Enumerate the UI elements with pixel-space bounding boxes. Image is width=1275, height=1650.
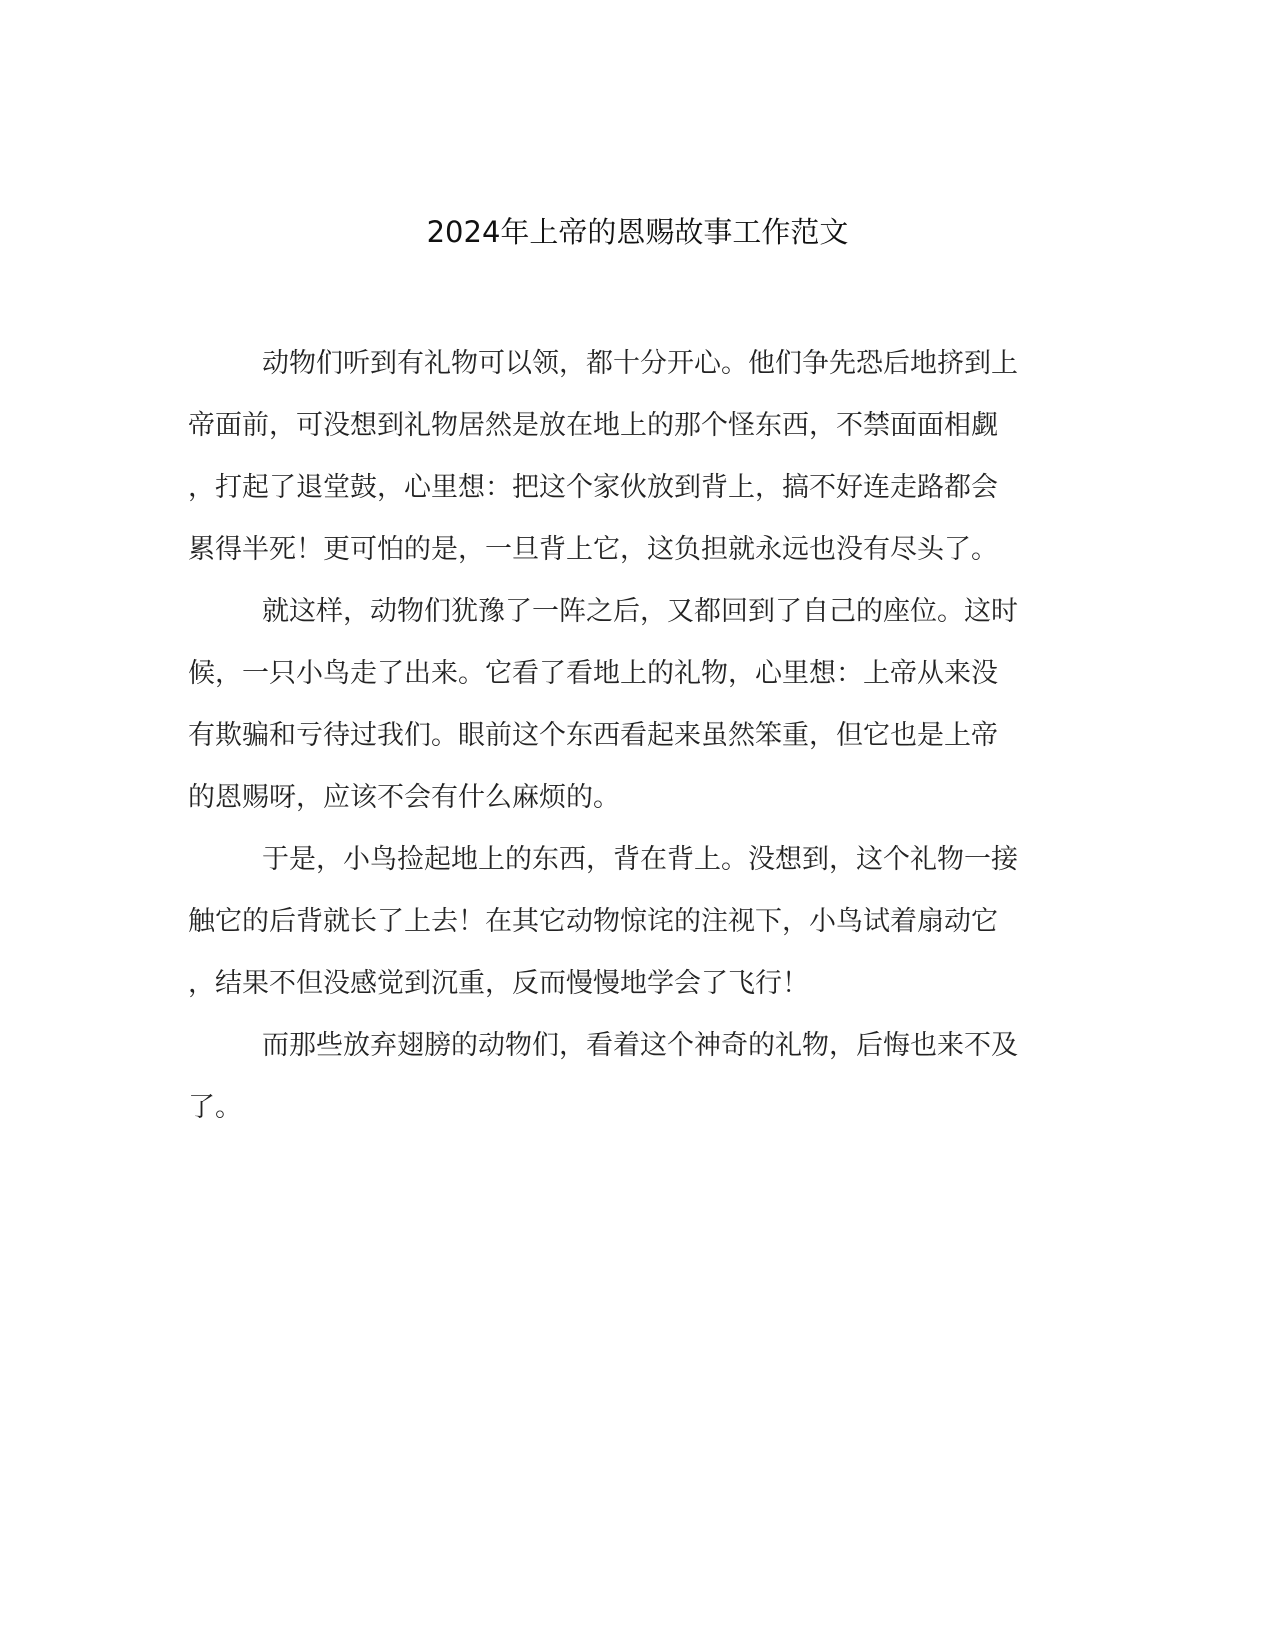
text-line: 候，一只小鸟走了出来。它看了看地上的礼物，心里想：上帝从来没 (188, 658, 998, 689)
document-title: 2024年上帝的恩赐故事工作范文 (426, 215, 849, 249)
text-line: 触它的后背就长了上去！在其它动物惊诧的注视下，小鸟试着扇动它 (188, 906, 998, 937)
paragraph-3 (188, 829, 1078, 1015)
paragraph-1 (188, 333, 1078, 581)
text-line: 帝面前，可没想到礼物居然是放在地上的那个怪东西，不禁面面相觑 (188, 410, 998, 441)
text-line: 于是，小鸟捡起地上的东西，背在背上。没想到，这个礼物一接 (262, 844, 1018, 875)
paragraph-4 (188, 1015, 1078, 1139)
text-line: 动物们听到有礼物可以领，都十分开心。他们争先恐后地挤到上 (262, 348, 1018, 379)
text-line: 累得半死！更可怕的是，一旦背上它，这负担就永远也没有尽头了。 (188, 534, 998, 565)
text-line: 有欺骗和亏待过我们。眼前这个东西看起来虽然笨重，但它也是上帝 (188, 720, 998, 751)
text-line: ，打起了退堂鼓，心里想：把这个家伙放到背上，搞不好连走路都会 (188, 472, 998, 503)
text-line: 而那些放弃翅膀的动物们，看着这个神奇的礼物，后悔也来不及 (262, 1030, 1018, 1061)
text-line: 了。 (188, 1092, 242, 1123)
document-body (188, 333, 1078, 1139)
paragraph-2 (188, 581, 1078, 829)
text-line: 的恩赐呀，应该不会有什么麻烦的。 (188, 782, 620, 813)
text-line: ，结果不但没感觉到沉重，反而慢慢地学会了飞行！ (188, 968, 809, 999)
text-line: 就这样，动物们犹豫了一阵之后，又都回到了自己的座位。这时 (262, 596, 1018, 627)
